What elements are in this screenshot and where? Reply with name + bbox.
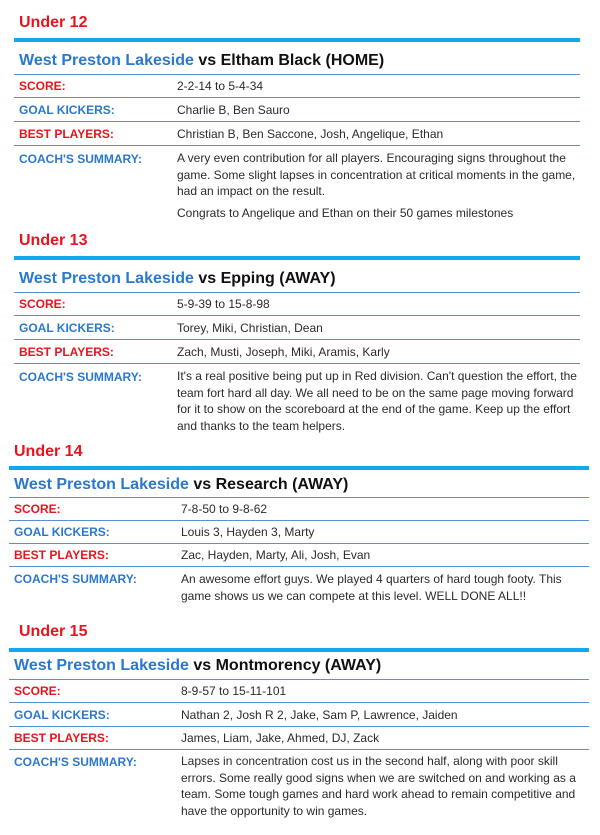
- score-label: SCORE:: [14, 502, 61, 516]
- coach-summary-note: Congrats to Angelique and Ethan on their 50 games milestones: [177, 206, 514, 220]
- best-players-label: BEST PLAYERS:: [19, 345, 114, 359]
- goal-kickers-value: Torey, Miki, Christian, Dean: [177, 321, 323, 335]
- coach-summary-text: Lapses in concentration cost us in the second half, along with poor skill errors. Some really good signs when we are switched on and working as a team. Some tough games and hard work ahead to remain competitive and have the opportunity to win games.: [181, 754, 576, 818]
- best-players-value: Christian B, Ben Saccone, Josh, Angelique, Ethan: [177, 127, 444, 141]
- age-group-heading: Under 14: [14, 443, 83, 460]
- age-group-heading: Under 15: [19, 623, 88, 640]
- best-players-label: BEST PLAYERS:: [14, 731, 109, 745]
- coach-summary-text: A very even contribution for all players. Encouraging signs throughout the game. Some slight lapses in concentration at critical moments in the game, had an impact on the result.: [177, 151, 576, 198]
- goal-kickers-label: GOAL KICKERS:: [14, 708, 110, 722]
- match-title: [14, 657, 381, 675]
- best-players-value: James, Liam, Jake, Ahmed, DJ, Zack: [181, 731, 380, 745]
- best-players-label: BEST PLAYERS:: [19, 127, 114, 141]
- home-team-name: West Preston Lakeside: [14, 657, 189, 674]
- score-label: SCORE:: [14, 684, 61, 698]
- opponent-name: vs Epping (AWAY): [198, 270, 336, 287]
- section-divider: [9, 648, 589, 652]
- home-team-name: West Preston Lakeside: [14, 476, 189, 493]
- goal-kickers-value: Charlie B, Ben Sauro: [177, 103, 290, 117]
- opponent-name: vs Research (AWAY): [193, 476, 349, 493]
- score-value: 7-8-50 to 9-8-62: [181, 502, 268, 516]
- age-group-heading: Under 12: [19, 14, 88, 31]
- coach-summary-label: COACH'S SUMMARY:: [19, 152, 142, 166]
- row-divider: [9, 749, 589, 750]
- goal-kickers-label: GOAL KICKERS:: [14, 525, 110, 539]
- opponent-name: vs Montmorency (AWAY): [193, 657, 382, 674]
- goal-kickers-value: Nathan 2, Josh R 2, Jake, Sam P, Lawrence, Jaiden: [181, 708, 458, 722]
- score-value: 2-2-14 to 5-4-34: [177, 79, 264, 93]
- row-divider: [9, 702, 589, 703]
- goal-kickers-value: Louis 3, Hayden 3, Marty: [181, 525, 315, 539]
- goal-kickers-label: GOAL KICKERS:: [19, 103, 115, 117]
- best-players-value: Zac, Hayden, Marty, Ali, Josh, Evan: [181, 548, 371, 562]
- age-group-heading: Under 13: [19, 232, 88, 249]
- row-divider: [9, 726, 589, 727]
- goal-kickers-label: GOAL KICKERS:: [19, 321, 115, 335]
- coach-summary-text: An awesome effort guys. We played 4 quarters of hard tough footy. This game shows us we can compete at this level. WELL DONE ALL!!: [181, 572, 562, 603]
- coach-summary-label: COACH'S SUMMARY:: [19, 370, 142, 384]
- row-divider: [9, 679, 589, 680]
- best-players-value: Zach, Musti, Joseph, Miki, Aramis, Karly: [177, 345, 390, 359]
- coach-summary-label: COACH'S SUMMARY:: [14, 755, 137, 769]
- score-label: SCORE:: [19, 79, 66, 93]
- score-value: 5-9-39 to 15-8-98: [177, 297, 270, 311]
- score-label: SCORE:: [19, 297, 66, 311]
- coach-summary-label: COACH'S SUMMARY:: [14, 572, 137, 586]
- home-team-name: West Preston Lakeside: [19, 52, 194, 69]
- opponent-name: vs Eltham Black (HOME): [198, 52, 385, 69]
- home-team-name: West Preston Lakeside: [19, 270, 194, 287]
- best-players-label: BEST PLAYERS:: [14, 548, 109, 562]
- score-value: 8-9-57 to 15-11-101: [181, 684, 287, 698]
- coach-summary-text: It's a real positive being put up in Red division. Can't question the effort, the team fort hard all day. We all need to be on the same page moving forward for it to show on the scoreboard at the end of the game. Keep up the effort and thanks to the team helpers.: [177, 369, 577, 433]
